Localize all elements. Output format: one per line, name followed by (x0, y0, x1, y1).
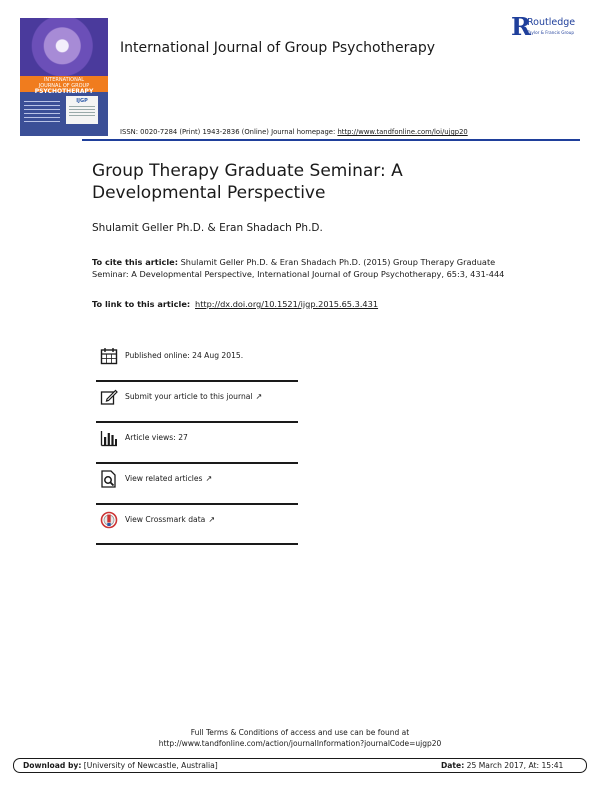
citation-block (92, 257, 512, 280)
terms-url[interactable]: http://www.tandfonline.com/action/journalInformation?journalCode=ujgp20 (158, 739, 442, 748)
crossmark-link[interactable]: View Crossmark data ↗ (125, 515, 216, 524)
header-divider (82, 139, 580, 141)
external-link-icon: ↗ (205, 474, 213, 483)
bar-chart-icon (100, 429, 118, 447)
cover-banner-art (20, 18, 108, 76)
external-link-icon: ↗ (208, 515, 216, 524)
issn-line (120, 128, 468, 136)
journal-cover-image (20, 18, 108, 136)
journal-title: International Journal of Group Psychotherapy (120, 40, 436, 56)
article-title: Group Therapy Graduate Seminar: A Developmental Perspective (92, 161, 403, 203)
cover-inset-logo: IJGP (76, 98, 88, 104)
publisher-tagline: Taylor & Francis Group (527, 30, 575, 35)
journal-homepage-link[interactable]: http://www.tandfonline.com/loi/ujgp20 (337, 128, 468, 136)
info-divider (96, 543, 298, 545)
cover-title-line3: PSYCHOTHERAPY (34, 88, 94, 95)
terms-line: Full Terms & Conditions of access and use can be found at (190, 728, 410, 737)
article-views-label: Article views: 27 (125, 433, 188, 442)
download-date: Date: 25 March 2017, At: 15:41 (441, 761, 564, 770)
info-divider (96, 462, 298, 464)
publisher-name: Routledge (527, 17, 576, 28)
info-divider (96, 380, 298, 382)
routledge-r-icon: R (511, 12, 531, 41)
calendar-icon (100, 347, 118, 365)
crossmark-row[interactable] (96, 511, 298, 551)
crossmark-icon (100, 511, 118, 529)
routledge-logo[interactable] (511, 12, 591, 45)
cover-title-line1: INTERNATIONAL (43, 77, 85, 83)
article-link-label: To link to this article: (92, 299, 193, 309)
cover-title-band (20, 76, 108, 95)
cover-title-line2: JOURNAL OF GROUP (38, 82, 90, 89)
article-doi-link[interactable]: http://dx.doi.org/10.1521/ijgp.2015.65.3.431 (195, 299, 379, 309)
cover-inset (66, 96, 98, 124)
published-online-label: Published online: 24 Aug 2015. (125, 351, 244, 360)
submit-article-link[interactable]: Submit your article to this journal ↗ (125, 392, 263, 401)
external-link-icon: ↗ (255, 392, 263, 401)
document-search-icon (100, 470, 118, 488)
citation-label: To cite this article: (92, 257, 178, 267)
submit-pencil-icon (100, 388, 118, 406)
downloaded-by: Download by: [University of Newcastle, Australia] (23, 761, 218, 770)
info-divider (96, 503, 298, 505)
info-divider (96, 421, 298, 423)
related-articles-link[interactable]: View related articles ↗ (125, 474, 213, 483)
citation-text: Shulamit Geller Ph.D. & Eran Shadach Ph.D. (2015) Group Therapy Graduate Seminar: A Developmental Perspective, International Journal of Group Psychotherapy, 65:3, 431-444 (92, 257, 505, 279)
terms-block (100, 727, 500, 749)
download-info-bar (13, 758, 587, 773)
cover-side-text (24, 98, 60, 125)
article-authors: Shulamit Geller Ph.D. & Eran Shadach Ph.D. (92, 222, 323, 234)
issn-text: ISSN: 0020-7284 (Print) 1943-2836 (Online) Journal homepage: (120, 128, 338, 136)
article-link-block (92, 299, 512, 309)
